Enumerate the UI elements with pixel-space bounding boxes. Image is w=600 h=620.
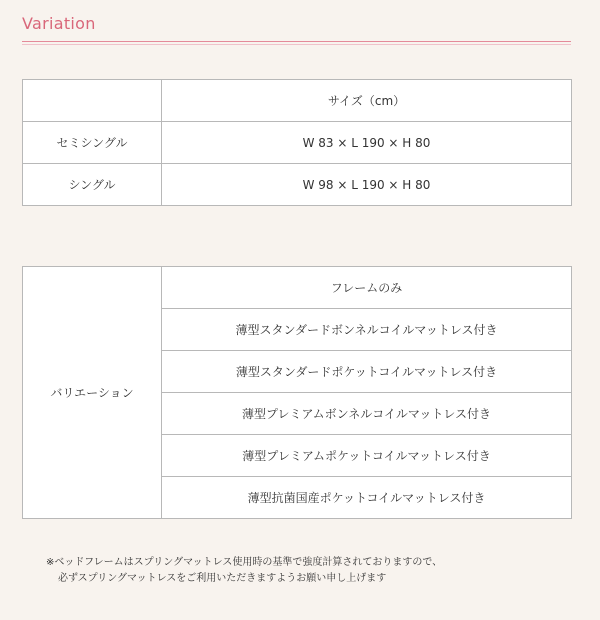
size-dimensions: W 83 × L 190 × H 80 [162,122,572,164]
size-table [22,79,572,206]
size-dimensions: W 98 × L 190 × H 80 [162,164,572,206]
footnote-line-2: 必ずスプリングマットレスをご利用いただきますようお願い申し上げます [58,573,387,584]
title-divider [22,41,571,42]
variation-table [22,266,572,519]
footnote-line-1: ※ベッドフレームはスプリングマットレス使用時の基準で強度計算されておりますので、 [46,557,443,568]
variation-option: 薄型スタンダードポケットコイルマットレス付き [162,351,572,393]
table-row [23,122,572,164]
variation-option: 薄型抗菌国産ポケットコイルマットレス付き [162,477,572,519]
table-row [23,164,572,206]
footnote [46,555,442,587]
variation-option: 薄型プレミアムポケットコイルマットレス付き [162,435,572,477]
variation-option: 薄型プレミアムボンネルコイルマットレス付き [162,393,572,435]
section-title: Variation [22,14,96,33]
table-row [23,267,572,309]
title-divider-light [22,44,571,45]
table-header-row [23,80,572,122]
variation-option: 薄型スタンダードボンネルコイルマットレス付き [162,309,572,351]
table-header-empty [23,80,162,122]
variation-option: フレームのみ [162,267,572,309]
size-name: セミシングル [23,122,162,164]
variation-label: バリエーション [23,267,162,519]
table-header-size: サイズ（cm） [162,80,572,122]
size-name: シングル [23,164,162,206]
